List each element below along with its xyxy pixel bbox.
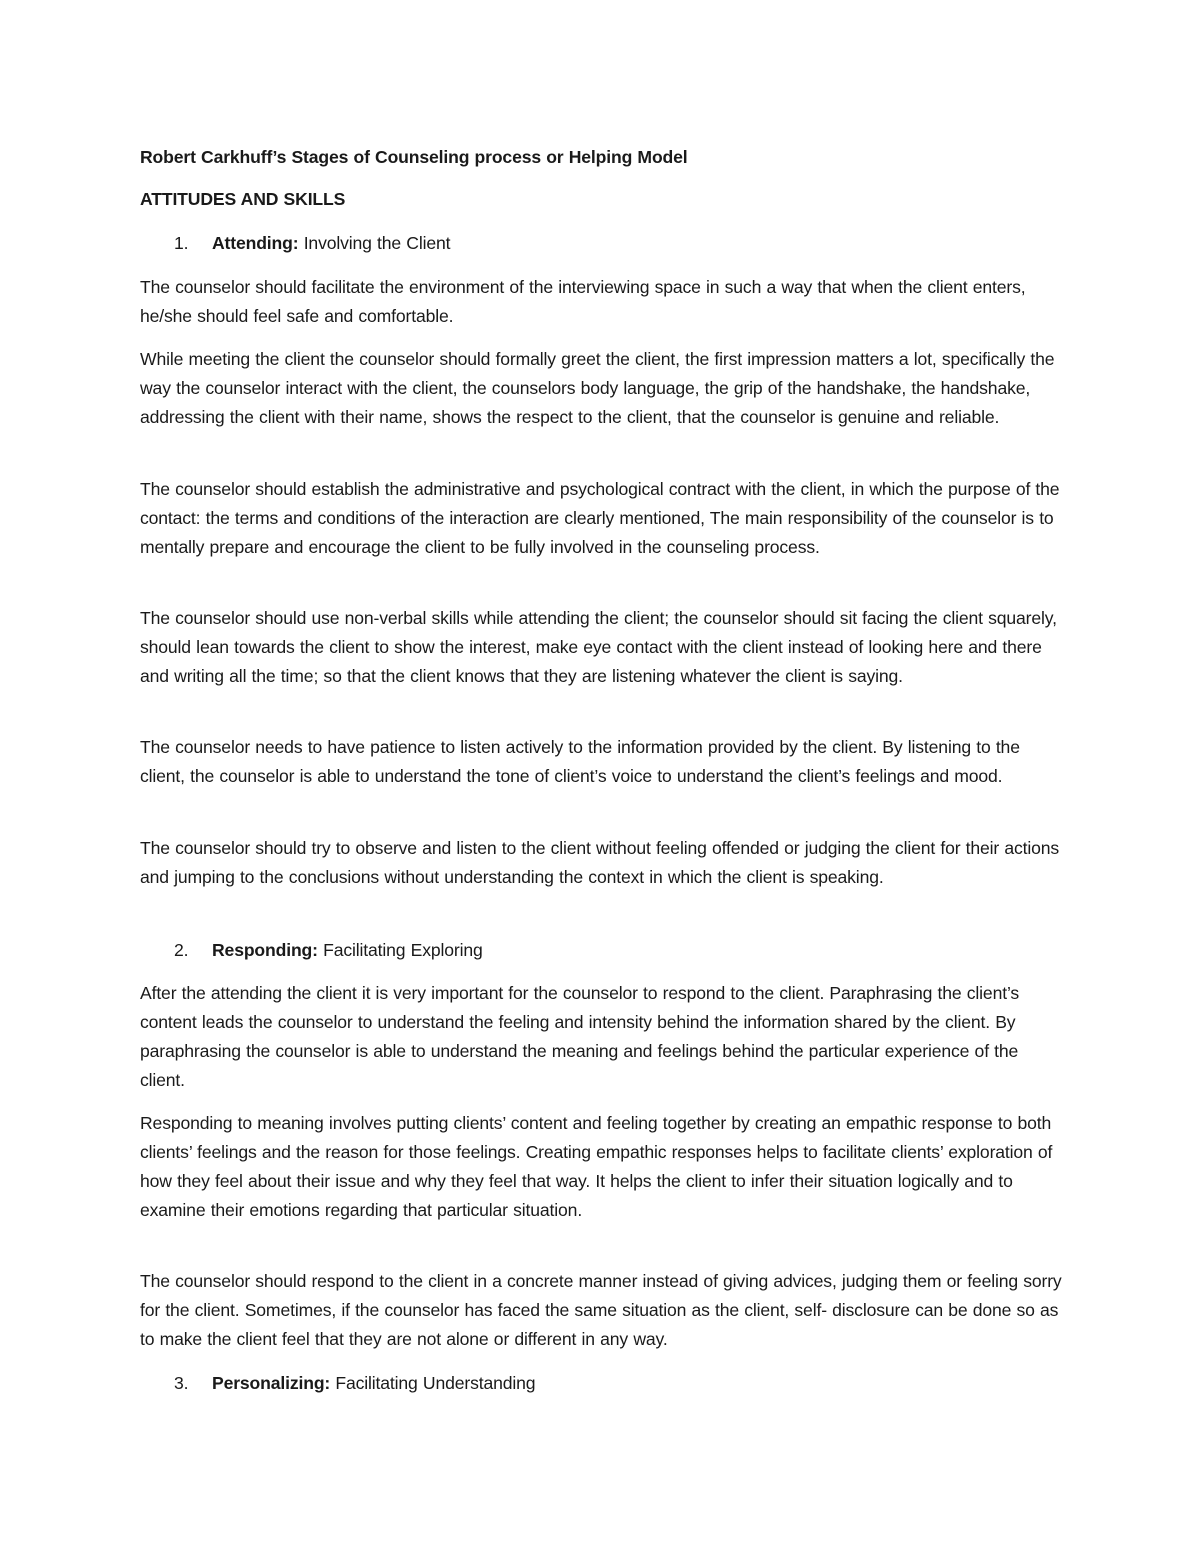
stage-1-paragraph-1: The counselor should facilitate the environment of the interviewing space in such a way that when the client enters, he/she should feel safe and comfortable. [140, 277, 1026, 326]
stage-3-subtitle: Facilitating Understanding [330, 1373, 536, 1393]
stage-2-number: 2. [174, 940, 189, 960]
stage-2-paragraph-2: Responding to meaning involves putting clients’ content and feeling together by creating an empathic response to both clients’ feelings and the reason for those feelings. Creating empathic responses helps to facilitate clients’ exploration of how they feel about their issue and why they feel that way. It helps the client to infer their situation logically and to examine their emotions regarding that particular situation. [140, 1113, 1053, 1220]
document-title: Robert Carkhuff’s Stages of Counseling process or Helping Model [140, 147, 688, 167]
stage-2-subtitle: Facilitating Exploring [317, 940, 483, 960]
stage-3-term: Personalizing: [212, 1373, 331, 1393]
stage-1-paragraph-2: While meeting the client the counselor should formally greet the client, the first impression matters a lot, specifically the way the counselor interact with the client, the counselors body language, the grip of the handshake, the handshake, addressing the client with their name, shows the respect to the client, that the counselor is genuine and reliable. [140, 349, 1055, 427]
stage-2-paragraph-3: The counselor should respond to the client in a concrete manner instead of giving advices, judging them or feeling sorry for the client. Sometimes, if the counselor has faced the same situation as the client, self- disclosure can be done so as to make the client feel that they are not alone or different in any way. [140, 1271, 1062, 1349]
stage-1-paragraph-3: The counselor should establish the administrative and psychological contract with the client, in which the purpose of the contact: the terms and conditions of the interaction are clearly mentioned, The main responsibility of the counselor is to mentally prepare and encourage the client to be fully involved in the counseling process. [140, 479, 1060, 557]
stage-1-paragraph-5: The counselor needs to have patience to listen actively to the information provided by the client. By listening to the client, the counselor is able to understand the tone of client’s voice to understand the client’s feelings and mood. [140, 737, 1020, 786]
stage-2-paragraph-1: After the attending the client it is very important for the counselor to respond to the client. Paraphrasing the client’s content leads the counselor to understand the feeling and intensity behind the information shared by the client. By paraphrasing the counselor is able to understand the meaning and feelings behind the particular experience of the client. [140, 983, 1020, 1090]
stage-1-term: Attending: [212, 233, 299, 253]
stage-1-paragraph-6: The counselor should try to observe and listen to the client without feeling offended or judging the client for their actions and jumping to the conclusions without understanding the context in which the client is speaking. [140, 838, 1060, 887]
stage-2-heading [140, 936, 1134, 965]
stage-3-heading [140, 1369, 1134, 1398]
stage-1-subtitle: Involving the Client [298, 233, 451, 253]
stage-1-heading [140, 229, 1134, 258]
stage-2-term: Responding: [212, 940, 318, 960]
stage-1-number: 1. [174, 233, 189, 253]
stage-1-paragraph-4: The counselor should use non-verbal skills while attending the client; the counselor should sit facing the client squarely, should lean towards the client to show the interest, make eye contact with the client instead of looking here and there and writing all the time; so that the client knows that they are listening whatever the client is saying. [140, 608, 1057, 686]
section-heading: ATTITUDES AND SKILLS [140, 189, 346, 209]
stage-3-number: 3. [174, 1373, 189, 1393]
